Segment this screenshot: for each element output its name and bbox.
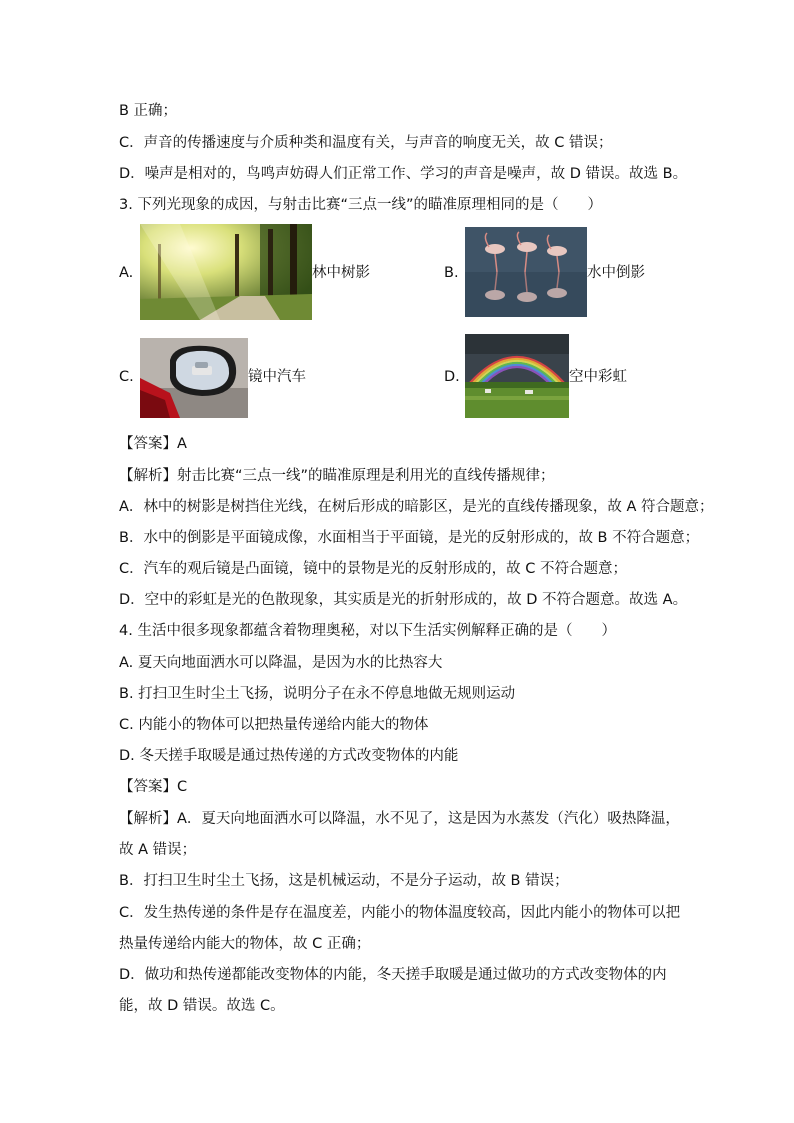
rainbow-landscape-photo-icon bbox=[465, 334, 569, 418]
option-b-label: B. bbox=[444, 265, 459, 281]
analysis-line: C．发生热传递的条件是存在温度差，内能小的物体温度较高，因此内能小的物体可以把 bbox=[119, 905, 681, 921]
answer-3: 【答案】A bbox=[119, 436, 187, 452]
option-c-caption: 镜中汽车 bbox=[248, 369, 306, 385]
option-a-label: A. bbox=[119, 265, 134, 281]
analysis-line: 故 A 错误； bbox=[119, 842, 197, 858]
analysis-line: 【解析】射击比赛“三点一线”的瞄准原理是利用光的直线传播规律； bbox=[119, 468, 555, 484]
analysis-line: 热量传递给内能大的物体，故 C 正确； bbox=[119, 936, 371, 952]
option-line: C. 内能小的物体可以把热量传递给内能大的物体 bbox=[119, 717, 429, 733]
text-line: B 正确； bbox=[119, 103, 178, 119]
answer-4: 【答案】C bbox=[119, 779, 188, 795]
question-3-stem: 3. 下列光现象的成因，与射击比赛“三点一线”的瞄准原理相同的是（ ） bbox=[119, 197, 602, 213]
analysis-line: B．水中的倒影是平面镜成像，水面相当于平面镜，是光的反射形成的，故 B 不符合题意； bbox=[119, 530, 700, 546]
flamingo-reflection-photo-icon bbox=[465, 227, 587, 317]
option-line: B. 打扫卫生时尘土飞扬，说明分子在永不停息地做无规则运动 bbox=[119, 686, 516, 702]
option-line: D. 冬天搓手取暖是通过热传递的方式改变物体的内能 bbox=[119, 748, 459, 764]
option-d-label: D. bbox=[444, 369, 460, 385]
analysis-line: B．打扫卫生时尘土飞扬，这是机械运动，不是分子运动，故 B 错误； bbox=[119, 873, 569, 889]
analysis-line: 【解析】A．夏天向地面洒水可以降温，水不见了，这是因为水蒸发（汽化）吸热降温， bbox=[119, 811, 680, 827]
option-line: A. 夏天向地面洒水可以降温，是因为水的比热容大 bbox=[119, 655, 443, 671]
text-line: C．声音的传播速度与介质种类和温度有关，与声音的响度无关，故 C 错误； bbox=[119, 135, 613, 151]
analysis-line: 能，故 D 错误。故选 C。 bbox=[119, 998, 285, 1014]
analysis-line: C．汽车的观后镜是凸面镜，镜中的景物是光的反射形成的，故 C 不符合题意； bbox=[119, 561, 627, 577]
car-side-mirror-photo-icon bbox=[140, 338, 248, 418]
analysis-line: A．林中的树影是树挡住光线，在树后形成的暗影区，是光的直线传播现象，故 A 符合题意； bbox=[119, 499, 714, 515]
analysis-line: D．做功和热传递都能改变物体的内能，冬天搓手取暖是通过做功的方式改变物体的内 bbox=[119, 967, 667, 983]
option-a-caption: 林中树影 bbox=[312, 265, 370, 281]
analysis-line: D．空中的彩虹是光的色散现象，其实质是光的折射形成的，故 D 不符合题意。故选 A。 bbox=[119, 592, 688, 608]
option-d-caption: 空中彩虹 bbox=[569, 369, 627, 385]
option-b-caption: 水中倒影 bbox=[587, 265, 645, 281]
question-4-stem: 4. 生活中很多现象都蕴含着物理奥秘，对以下生活实例解释正确的是（ ） bbox=[119, 623, 616, 639]
option-c-label: C. bbox=[119, 369, 134, 385]
text-line: D．噪声是相对的，鸟鸣声妨碍人们正常工作、学习的声音是噪声，故 D 错误。故选 B。 bbox=[119, 166, 688, 182]
forest-sunlight-photo-icon bbox=[140, 224, 312, 320]
